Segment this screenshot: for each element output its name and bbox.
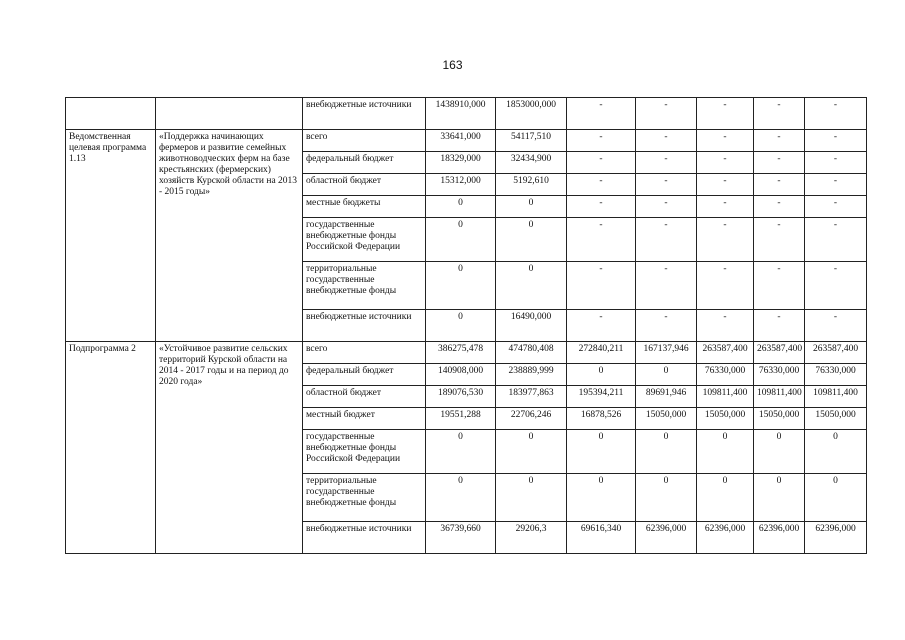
- value-cell: -: [805, 98, 867, 130]
- value-cell: 36739,660: [426, 522, 496, 554]
- funding-source-cell: федеральный бюджет: [303, 152, 426, 174]
- funding-source-cell: государственные внебюджетные фонды Российской Федерации: [303, 430, 426, 474]
- value-cell: 474780,408: [496, 342, 567, 364]
- funding-source-cell: местные бюджеты: [303, 196, 426, 218]
- value-cell: -: [567, 98, 636, 130]
- table-row: [66, 342, 867, 364]
- budget-table-body: [66, 98, 867, 554]
- value-cell: -: [805, 262, 867, 310]
- program-title-cell: «Устойчивое развитие сельских территорий Курской области на 2014 - 2017 годы и на период до 2020 года»: [156, 342, 303, 554]
- value-cell: 0: [697, 474, 754, 522]
- value-cell: -: [754, 262, 805, 310]
- value-cell: 167137,946: [636, 342, 697, 364]
- value-cell: 0: [496, 196, 567, 218]
- funding-source-cell: всего: [303, 130, 426, 152]
- value-cell: 0: [636, 430, 697, 474]
- value-cell: 0: [567, 474, 636, 522]
- value-cell: 386275,478: [426, 342, 496, 364]
- value-cell: 76330,000: [754, 364, 805, 386]
- value-cell: 0: [426, 430, 496, 474]
- value-cell: 263587,400: [805, 342, 867, 364]
- value-cell: 69616,340: [567, 522, 636, 554]
- program-name-cell: Ведомственная целевая программа 1.13: [66, 130, 156, 342]
- value-cell: 29206,3: [496, 522, 567, 554]
- value-cell: -: [697, 218, 754, 262]
- value-cell: 0: [754, 474, 805, 522]
- funding-source-cell: территориальные государственные внебюджетные фонды: [303, 474, 426, 522]
- value-cell: 0: [636, 474, 697, 522]
- value-cell: -: [754, 196, 805, 218]
- value-cell: -: [697, 130, 754, 152]
- value-cell: 0: [567, 430, 636, 474]
- value-cell: 0: [805, 474, 867, 522]
- program-title-cell: [156, 98, 303, 130]
- value-cell: 109811,400: [805, 386, 867, 408]
- value-cell: 0: [496, 430, 567, 474]
- program-title-cell: «Поддержка начинающих фермеров и развитие семейных животноводческих ферм на базе крестьянских (фермерских) хозяйств Курской области на 2013 - 2015 годы»: [156, 130, 303, 342]
- value-cell: -: [636, 152, 697, 174]
- value-cell: 19551,288: [426, 408, 496, 430]
- value-cell: -: [805, 152, 867, 174]
- funding-source-cell: местный бюджет: [303, 408, 426, 430]
- value-cell: 0: [496, 474, 567, 522]
- value-cell: 0: [496, 262, 567, 310]
- program-name-cell: [66, 98, 156, 130]
- value-cell: -: [754, 174, 805, 196]
- value-cell: -: [805, 174, 867, 196]
- value-cell: 62396,000: [805, 522, 867, 554]
- value-cell: -: [567, 196, 636, 218]
- value-cell: 1438910,000: [426, 98, 496, 130]
- funding-source-cell: федеральный бюджет: [303, 364, 426, 386]
- value-cell: 0: [567, 364, 636, 386]
- value-cell: 109811,400: [754, 386, 805, 408]
- value-cell: -: [754, 152, 805, 174]
- budget-table: [65, 97, 867, 554]
- value-cell: -: [636, 196, 697, 218]
- program-name-cell: Подпрограмма 2: [66, 342, 156, 554]
- value-cell: 263587,400: [754, 342, 805, 364]
- value-cell: 195394,211: [567, 386, 636, 408]
- value-cell: -: [697, 196, 754, 218]
- value-cell: -: [636, 130, 697, 152]
- value-cell: -: [754, 98, 805, 130]
- value-cell: -: [805, 218, 867, 262]
- value-cell: 62396,000: [697, 522, 754, 554]
- table-row: [66, 98, 867, 130]
- value-cell: 0: [426, 310, 496, 342]
- value-cell: 32434,900: [496, 152, 567, 174]
- funding-source-cell: государственные внебюджетные фонды Российской Федерации: [303, 218, 426, 262]
- value-cell: 109811,400: [697, 386, 754, 408]
- funding-source-cell: территориальные государственные внебюджетные фонды: [303, 262, 426, 310]
- value-cell: -: [636, 310, 697, 342]
- value-cell: 0: [426, 474, 496, 522]
- value-cell: 15050,000: [636, 408, 697, 430]
- funding-source-cell: областной бюджет: [303, 386, 426, 408]
- value-cell: -: [697, 262, 754, 310]
- value-cell: 62396,000: [754, 522, 805, 554]
- value-cell: -: [697, 98, 754, 130]
- value-cell: 62396,000: [636, 522, 697, 554]
- value-cell: -: [754, 310, 805, 342]
- value-cell: 0: [636, 364, 697, 386]
- value-cell: 15050,000: [805, 408, 867, 430]
- value-cell: -: [805, 130, 867, 152]
- value-cell: 0: [496, 218, 567, 262]
- value-cell: 0: [426, 262, 496, 310]
- value-cell: 0: [754, 430, 805, 474]
- value-cell: -: [567, 218, 636, 262]
- value-cell: 0: [805, 430, 867, 474]
- value-cell: 0: [426, 218, 496, 262]
- value-cell: 33641,000: [426, 130, 496, 152]
- value-cell: -: [697, 174, 754, 196]
- value-cell: 16490,000: [496, 310, 567, 342]
- funding-source-cell: областной бюджет: [303, 174, 426, 196]
- value-cell: 0: [697, 430, 754, 474]
- value-cell: -: [636, 218, 697, 262]
- value-cell: 272840,211: [567, 342, 636, 364]
- value-cell: 18329,000: [426, 152, 496, 174]
- value-cell: 22706,246: [496, 408, 567, 430]
- value-cell: -: [567, 130, 636, 152]
- value-cell: -: [636, 174, 697, 196]
- value-cell: -: [636, 98, 697, 130]
- value-cell: 16878,526: [567, 408, 636, 430]
- value-cell: 89691,946: [636, 386, 697, 408]
- value-cell: -: [805, 310, 867, 342]
- value-cell: 15050,000: [754, 408, 805, 430]
- value-cell: 15312,000: [426, 174, 496, 196]
- value-cell: 76330,000: [805, 364, 867, 386]
- funding-source-cell: внебюджетные источники: [303, 522, 426, 554]
- page-number: 163: [442, 58, 463, 72]
- value-cell: -: [805, 196, 867, 218]
- funding-source-cell: внебюджетные источники: [303, 98, 426, 130]
- value-cell: 5192,610: [496, 174, 567, 196]
- value-cell: 189076,530: [426, 386, 496, 408]
- value-cell: 140908,000: [426, 364, 496, 386]
- value-cell: 54117,510: [496, 130, 567, 152]
- value-cell: -: [567, 262, 636, 310]
- value-cell: 263587,400: [697, 342, 754, 364]
- value-cell: -: [567, 152, 636, 174]
- value-cell: -: [567, 310, 636, 342]
- value-cell: 238889,999: [496, 364, 567, 386]
- value-cell: -: [754, 218, 805, 262]
- value-cell: 15050,000: [697, 408, 754, 430]
- value-cell: -: [636, 262, 697, 310]
- funding-source-cell: внебюджетные источники: [303, 310, 426, 342]
- funding-source-cell: всего: [303, 342, 426, 364]
- value-cell: -: [697, 310, 754, 342]
- value-cell: 183977,863: [496, 386, 567, 408]
- table-row: [66, 130, 867, 152]
- value-cell: 0: [426, 196, 496, 218]
- value-cell: -: [754, 130, 805, 152]
- value-cell: 76330,000: [697, 364, 754, 386]
- value-cell: 1853000,000: [496, 98, 567, 130]
- value-cell: -: [567, 174, 636, 196]
- value-cell: -: [697, 152, 754, 174]
